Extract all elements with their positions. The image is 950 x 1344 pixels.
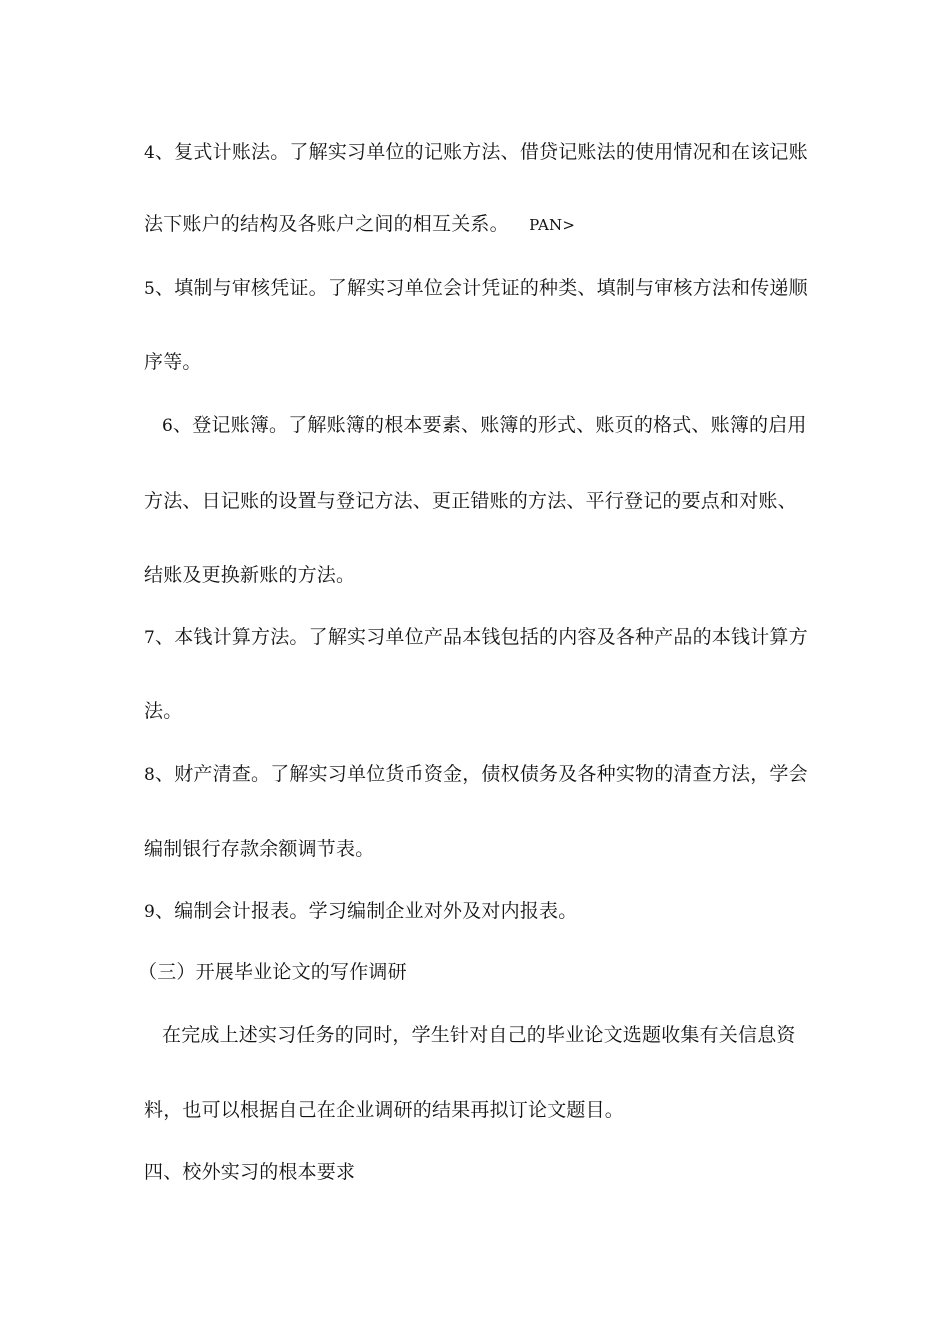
line-text: 法。 [144, 700, 183, 722]
heading-text: 四、校外实习的根本要求 [144, 1161, 356, 1183]
line-text: 在完成上述实习任务的同时，学生针对自己的毕业论文选题收集有关信息资 [162, 1024, 796, 1046]
heading-text: （三）开展毕业论文的写作调研 [138, 961, 407, 983]
section-heading-3 [138, 958, 818, 986]
line-text: 法下账户的结构及各账户之间的相互关系。 [144, 213, 509, 235]
line-text: 、登记账簿。了解账簿的根本要素、账簿的形式、账页的格式、账簿的启用 [173, 414, 807, 436]
line-text: 结账及更换新账的方法。 [144, 564, 356, 586]
line-text: 编制银行存款余额调节表。 [144, 838, 375, 860]
stray-tag-text: PAN> [529, 216, 576, 234]
item-number: 8 [144, 765, 156, 785]
line-text: 、复式计账法。了解实习单位的记账方法、借贷记账法的使用情况和在该记账 [155, 141, 808, 163]
item-number: 4 [144, 143, 156, 163]
section-heading-4 [144, 1158, 824, 1186]
item-number: 9 [144, 902, 156, 922]
paragraph-line-4-1 [144, 138, 824, 167]
paragraph-line-5-1 [144, 274, 824, 303]
line-text: 序等。 [144, 351, 202, 373]
item-number: 6 [162, 416, 174, 436]
item-number: 5 [144, 279, 156, 299]
paragraph-line-7-2 [144, 697, 824, 725]
paragraph-line-4-2 [144, 210, 824, 239]
paragraph-line-7-1 [144, 623, 824, 652]
paragraph-line-6-3 [144, 561, 824, 589]
line-text: 、财产清查。了解实习单位货币资金，债权债务及各种实物的清查方法，学会 [155, 763, 808, 785]
paragraph-line-6-2 [144, 487, 824, 515]
paragraph-line-8-2 [144, 835, 824, 863]
paragraph-line-research-1 [162, 1021, 842, 1049]
line-text: 料，也可以根据自己在企业调研的结果再拟订论文题目。 [144, 1099, 625, 1121]
paragraph-line-9-1 [144, 897, 824, 926]
paragraph-line-5-2 [144, 348, 824, 376]
line-text: 、本钱计算方法。了解实习单位产品本钱包括的内容及各种产品的本钱计算方 [155, 626, 808, 648]
line-text: 、填制与审核凭证。了解实习单位会计凭证的种类、填制与审核方法和传递顺 [155, 277, 808, 299]
paragraph-line-research-2 [144, 1096, 824, 1124]
paragraph-line-8-1 [144, 760, 824, 789]
item-number: 7 [144, 628, 156, 648]
line-text: 方法、日记账的设置与登记方法、更正错账的方法、平行登记的要点和对账、 [144, 490, 797, 512]
paragraph-line-6-1 [162, 411, 842, 440]
line-text: 、编制会计报表。学习编制企业对外及对内报表。 [155, 900, 578, 922]
